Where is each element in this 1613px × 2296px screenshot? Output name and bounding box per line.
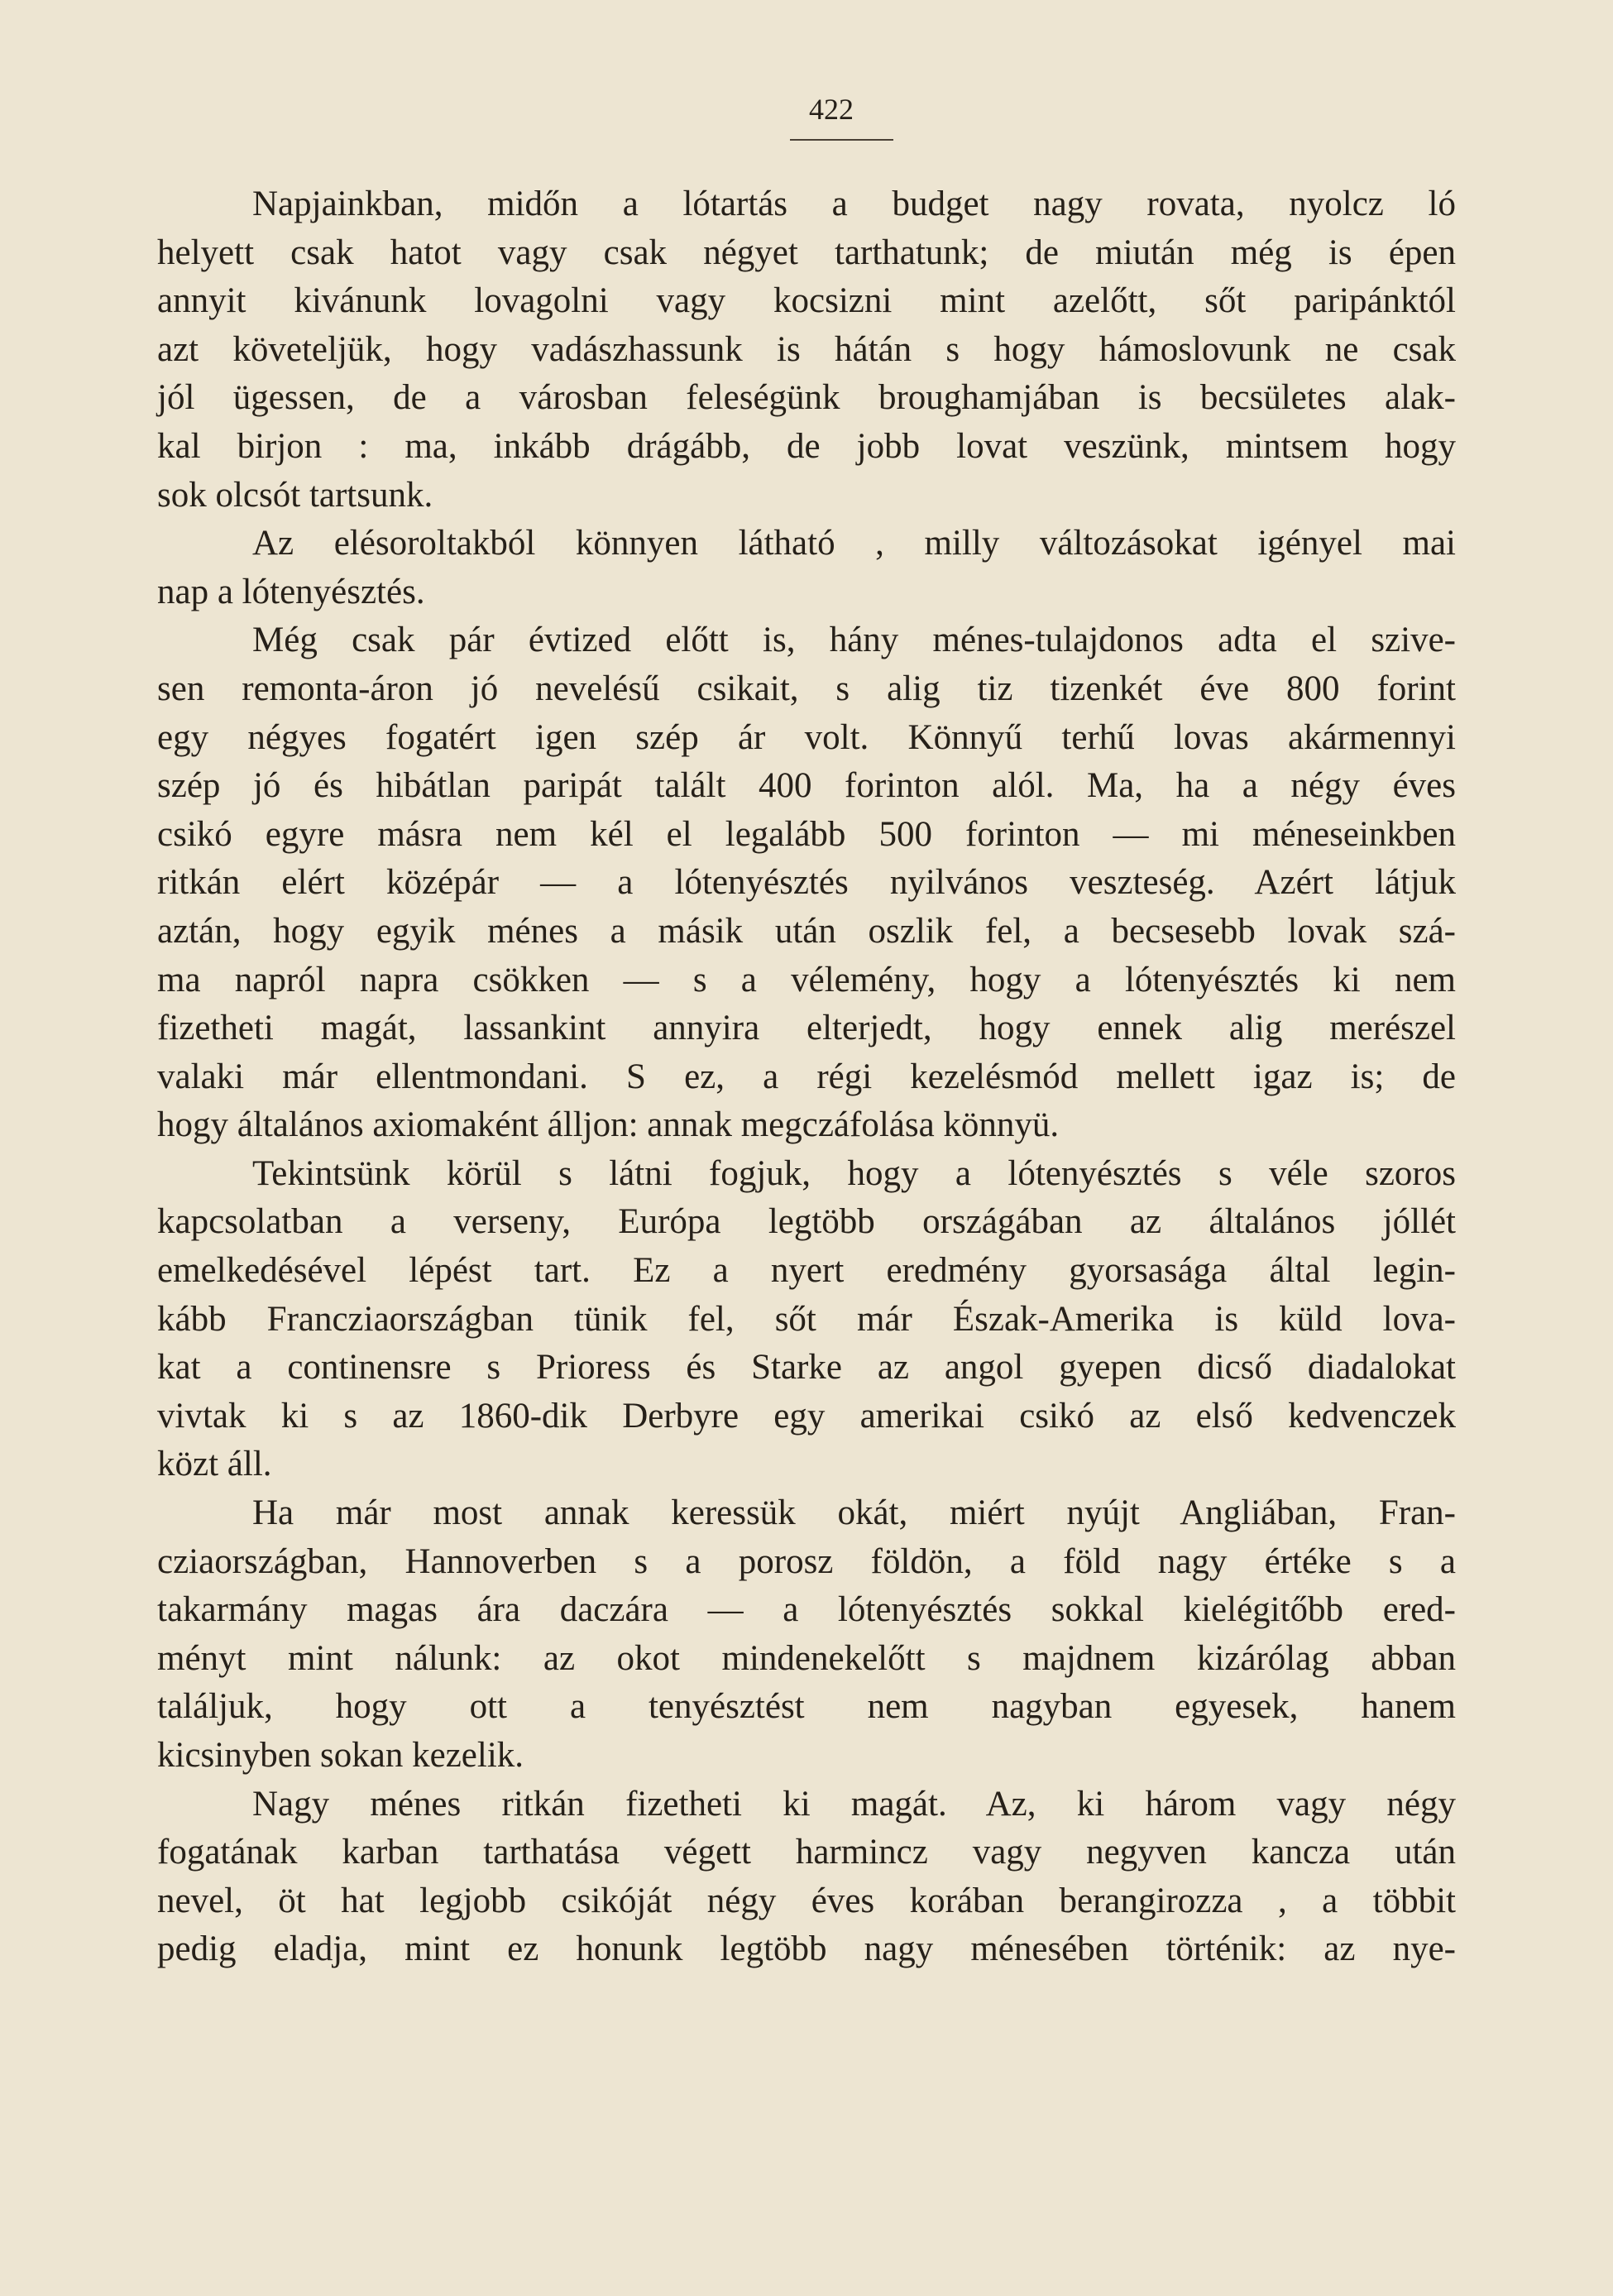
text-line: egy négyes fogatért igen szép ár volt. Könnyű terhű lovas akármennyi — [157, 717, 1456, 757]
text-line: pedig eladja, mint ez honunk legtöbb nagy ménesében történik: az nye- — [157, 1929, 1456, 1969]
text-line: hogy általános axiomaként álljon: annak megczáfolása könnyü. — [157, 1105, 1060, 1145]
text-line: vivtak ki s az 1860-dik Derbyre egy amerikai csikó az első kedvenczek — [157, 1396, 1456, 1436]
text-line: valaki már ellentmondani. S ez, a régi kezelésmód mellett igaz is; de — [157, 1057, 1456, 1096]
text-line: jól ügessen, de a városban feleségünk broughamjában is becsületes alak- — [157, 378, 1456, 418]
text-line: takarmány magas ára daczára — a lótenyésztés sokkal kielégitőbb ered- — [157, 1590, 1456, 1630]
paragraph — [157, 616, 1456, 1150]
text-line: ma napról napra csökken — s a vélemény, hogy a lótenyésztés ki nem — [157, 960, 1456, 999]
text-line: emelkedésével lépést tart. Ez a nyert eredmény gyorsasága által legin- — [157, 1251, 1456, 1291]
text-line: nap a lótenyésztés. — [157, 572, 425, 611]
text-line: ményt mint nálunk: az okot mindenekelőtt s majdnem kizárólag abban — [157, 1638, 1456, 1678]
paragraph — [157, 520, 1456, 616]
text-line: kal birjon : ma, inkább drágább, de jobb lovat veszünk, mintsem hogy — [157, 426, 1456, 466]
text-line: Nagy ménes ritkán fizetheti ki magát. Az, ki három vagy négy — [252, 1784, 1456, 1824]
text-line: Az elésoroltakból könnyen látható , milly változásokat igényel mai — [252, 524, 1456, 563]
text-line: kat a continensre s Prioress és Starke az angol gyepen dicső diadalokat — [157, 1348, 1456, 1388]
text-line: fizetheti magát, lassankint annyira elterjedt, hogy ennek alig merészel — [157, 1009, 1456, 1048]
text-line: szép jó és hibátlan paripát talált 400 forinton alól. Ma, ha a négy éves — [157, 766, 1456, 806]
text-line: helyett csak hatot vagy csak négyet tarthatunk; de miután még is épen — [157, 232, 1456, 272]
text-line: fogatának karban tarthatása végett harmincz vagy negyven kancza után — [157, 1833, 1456, 1872]
text-line: Napjainkban, midőn a lótartás a budget nagy rovata, nyolcz ló — [252, 185, 1456, 223]
text-line: annyit kivánunk lovagolni vagy kocsizni mint azelőtt, sőt paripánktól — [157, 281, 1456, 321]
text-line: aztán, hogy egyik ménes a másik után oszlik fel, a becsesebb lovak szá- — [157, 911, 1456, 951]
text-line: Még csak pár évtized előtt is, hány ménes-tulajdonos adta el szive- — [252, 621, 1456, 660]
text-line: Ha már most annak keressük okát, miért nyújt Angliában, Fran- — [252, 1493, 1456, 1533]
text-line: ritkán elért középár — a lótenyésztés nyilvános veszteség. Azért látjuk — [157, 863, 1456, 903]
text-line: Tekintsünk körül s látni fogjuk, hogy a lótenyésztés s véle szoros — [252, 1153, 1456, 1193]
page-number-rule — [790, 139, 893, 141]
text-line: kább Francziaországban tünik fel, sőt már Észak-Amerika is küld lova- — [157, 1299, 1456, 1339]
body-text — [157, 180, 1456, 1974]
text-line: azt követeljük, hogy vadászhassunk is hátán s hogy hámoslovunk ne csak — [157, 329, 1456, 369]
paragraph — [157, 1781, 1456, 1974]
paragraph — [157, 1150, 1456, 1489]
text-line: cziaországban, Hannoverben s a porosz földön, a föld nagy értéke s a — [157, 1541, 1456, 1581]
paragraph — [157, 180, 1456, 520]
text-line: közt áll. — [157, 1445, 272, 1484]
text-line: kicsinyben sokan kezelik. — [157, 1736, 524, 1775]
text-line: nevel, öt hat legjobb csikóját négy éves korában berangirozza , a többit — [157, 1881, 1456, 1920]
text-line: kapcsolatban a verseny, Európa legtöbb országában az általános jóllét — [157, 1202, 1456, 1242]
paragraph — [157, 1489, 1456, 1781]
text-line: csikó egyre másra nem kél el legalább 500 forinton — mi méneseinkben — [157, 814, 1456, 854]
page-number: 422 — [809, 93, 854, 126]
text-line: sok olcsót tartsunk. — [157, 475, 433, 515]
text-line: sen remonta-áron jó nevelésű csikait, s alig tiz tizenkét éve 800 forint — [157, 669, 1456, 708]
text-line: találjuk, hogy ott a tenyésztést nem nagyban egyesek, hanem — [157, 1687, 1456, 1727]
